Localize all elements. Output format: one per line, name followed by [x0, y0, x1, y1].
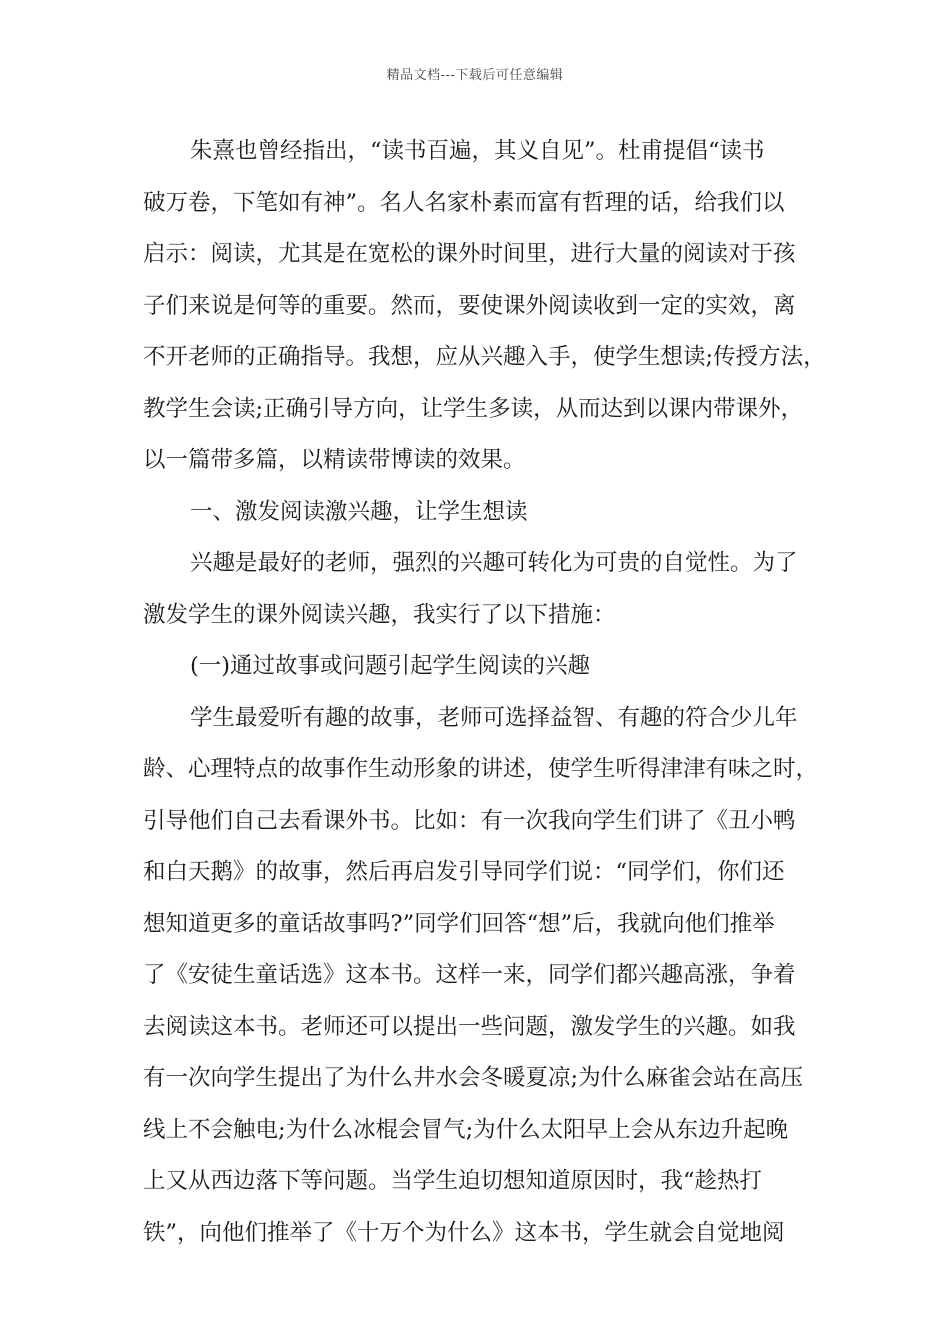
text-line: 不开老师的正确指导。我想，应从兴趣入手，使学生想读;传授方法， — [143, 344, 826, 370]
text-line: 学生最爱听有趣的故事，老师可选择益智、有趣的符合少儿年 — [190, 704, 798, 731]
text-line: 想知道更多的童话故事吗?”同学们回答“想”后，我就向他们推举 — [143, 910, 775, 937]
section-heading: 一、激发阅读激兴趣，让学生想读 — [190, 498, 528, 525]
text-line: 有一次向学生提出了为什么井水会冬暖夏凉;为什么麻雀会站在高压 — [143, 1065, 804, 1091]
text-line: 教学生会读;正确引导方向，让学生多读，从而达到以课内带课外， — [143, 395, 804, 422]
text-line: 铁”，向他们推举了《十万个为什么》这本书，学生就会自觉地阅 — [143, 1219, 785, 1246]
subsection-heading: (一)通过故事或问题引起学生阅读的兴趣 — [190, 653, 591, 679]
text-line: 激发学生的课外阅读兴趣，我实行了以下措施： — [143, 601, 616, 628]
text-line: 以一篇带多篇，以精读带博读的效果。 — [143, 447, 526, 473]
text-line: 引导他们自己去看课外书。比如：有一次我向学生们讲了《丑小鸭 — [143, 807, 796, 834]
page-header: 精品文档---下载后可任意编辑 — [386, 68, 564, 83]
text-line: 朱熹也曾经指出，“读书百遍，其义自见”。杜甫提倡“读书 — [190, 138, 765, 164]
text-line: 兴趣是最好的老师，强烈的兴趣可转化为可贵的自觉性。为了 — [190, 550, 798, 576]
text-line: 线上不会触电;为什么冰棍会冒气;为什么太阳早上会从东边升起晚 — [143, 1116, 789, 1143]
text-line: 启示：阅读，尤其是在宽松的课外时间里，进行大量的阅读对于孩 — [143, 241, 796, 267]
text-line: 龄、心理特点的故事作生动形象的讲述，使学生听得津津有味之时， — [143, 756, 819, 782]
text-line: 破万卷，下笔如有神”。名人名家朴素而富有哲理的话，给我们以 — [143, 189, 785, 216]
text-line: 去阅读这本书。老师还可以提出一些问题，激发学生的兴趣。如我 — [143, 1013, 796, 1040]
text-line: 了《安徒生童话选》这本书。这样一来，同学们都兴趣高涨，争着 — [143, 962, 796, 988]
text-line: 上又从西边落下等问题。当学生迫切想知道原因时，我“趁热打 — [143, 1168, 763, 1194]
text-line: 子们来说是何等的重要。然而，要使课外阅读收到一定的实效，离 — [143, 292, 796, 319]
document-body — [143, 126, 826, 1259]
text-line: 和白天鹅》的故事，然后再启发引导同学们说：“同学们，你们还 — [143, 859, 785, 885]
